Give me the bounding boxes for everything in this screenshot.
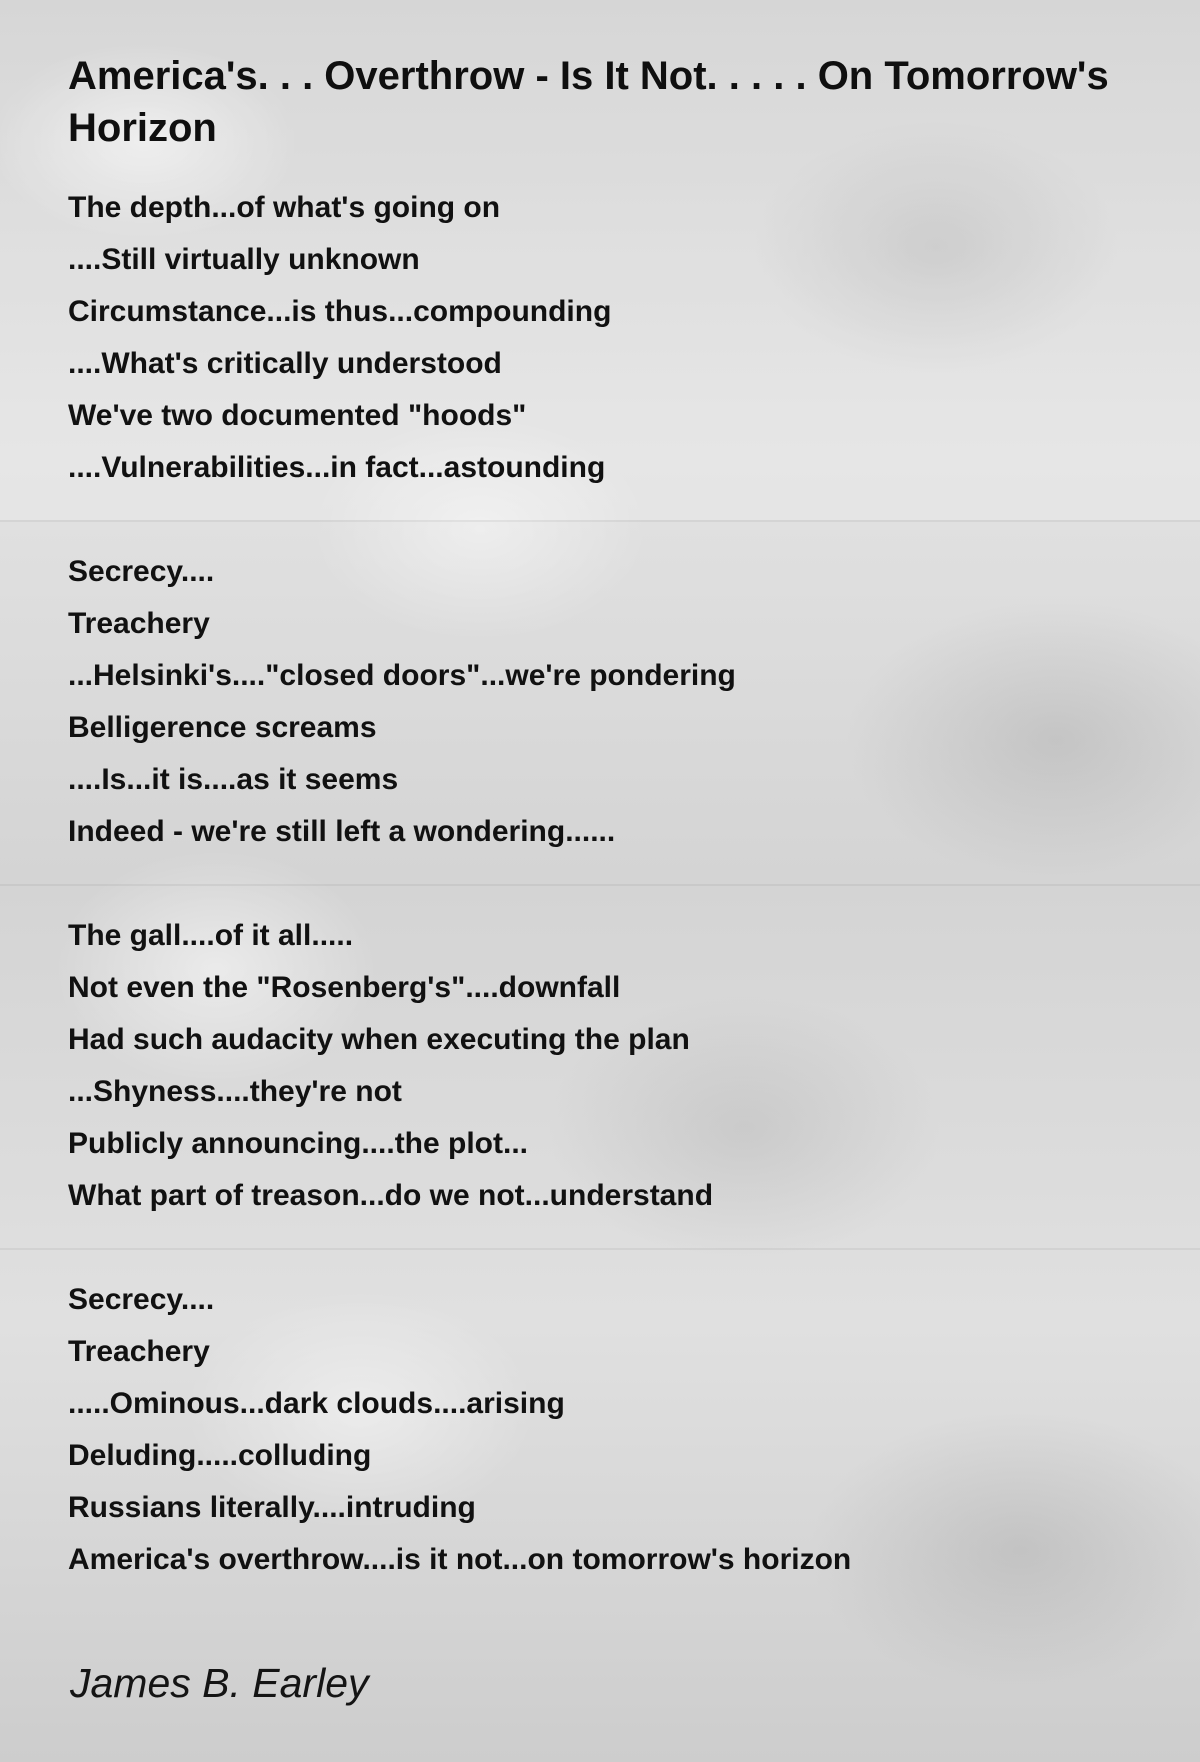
poem-author: James B. Earley — [70, 1660, 369, 1706]
poem-line: ...Helsinki's...."closed doors"...we're pondering — [68, 659, 736, 692]
stanza — [68, 546, 1148, 858]
poem-line: Treachery — [68, 1335, 210, 1368]
poem-line: The depth...of what's going on — [68, 191, 501, 224]
poem-line: What part of treason...do we not...understand — [68, 1179, 714, 1212]
poem-line: Treachery — [68, 607, 210, 640]
stanza — [68, 1274, 1148, 1586]
poem-line: ....Vulnerabilities...in fact...astounding — [68, 451, 606, 484]
poem-line: .....Ominous...dark clouds....arising — [68, 1387, 565, 1420]
poem — [68, 50, 1148, 1638]
poem-line: ...Shyness....they're not — [68, 1075, 402, 1108]
poem-line: America's overthrow....is it not...on tomorrow's horizon — [68, 1543, 852, 1576]
poem-line: The gall....of it all..... — [68, 919, 354, 952]
poem-line: Secrecy.... — [68, 1283, 215, 1316]
poem-line: ....Still virtually unknown — [68, 243, 420, 276]
poem-line: ....What's critically understood — [68, 347, 502, 380]
poem-line: Secrecy.... — [68, 555, 215, 588]
poem-line: ....Is...it is....as it seems — [68, 763, 399, 796]
poem-line: Deluding.....colluding — [68, 1439, 372, 1472]
poem-line: Indeed - we're still left a wondering...... — [68, 815, 616, 848]
stanza — [68, 182, 1148, 494]
poem-line: Circumstance...is thus...compounding — [68, 295, 612, 328]
poem-line: We've two documented "hoods" — [68, 399, 527, 432]
poem-line: Publicly announcing....the plot... — [68, 1127, 529, 1160]
poem-title: America's. . . Overthrow - Is It Not. . . . . On Tomorrow's Horizon — [68, 54, 1109, 150]
poem-line: Belligerence screams — [68, 711, 377, 744]
stanza — [68, 910, 1148, 1222]
poem-line: Not even the "Rosenberg's"....downfall — [68, 971, 621, 1004]
poem-line: Had such audacity when executing the plan — [68, 1023, 690, 1056]
poem-line: Russians literally....intruding — [68, 1491, 476, 1524]
